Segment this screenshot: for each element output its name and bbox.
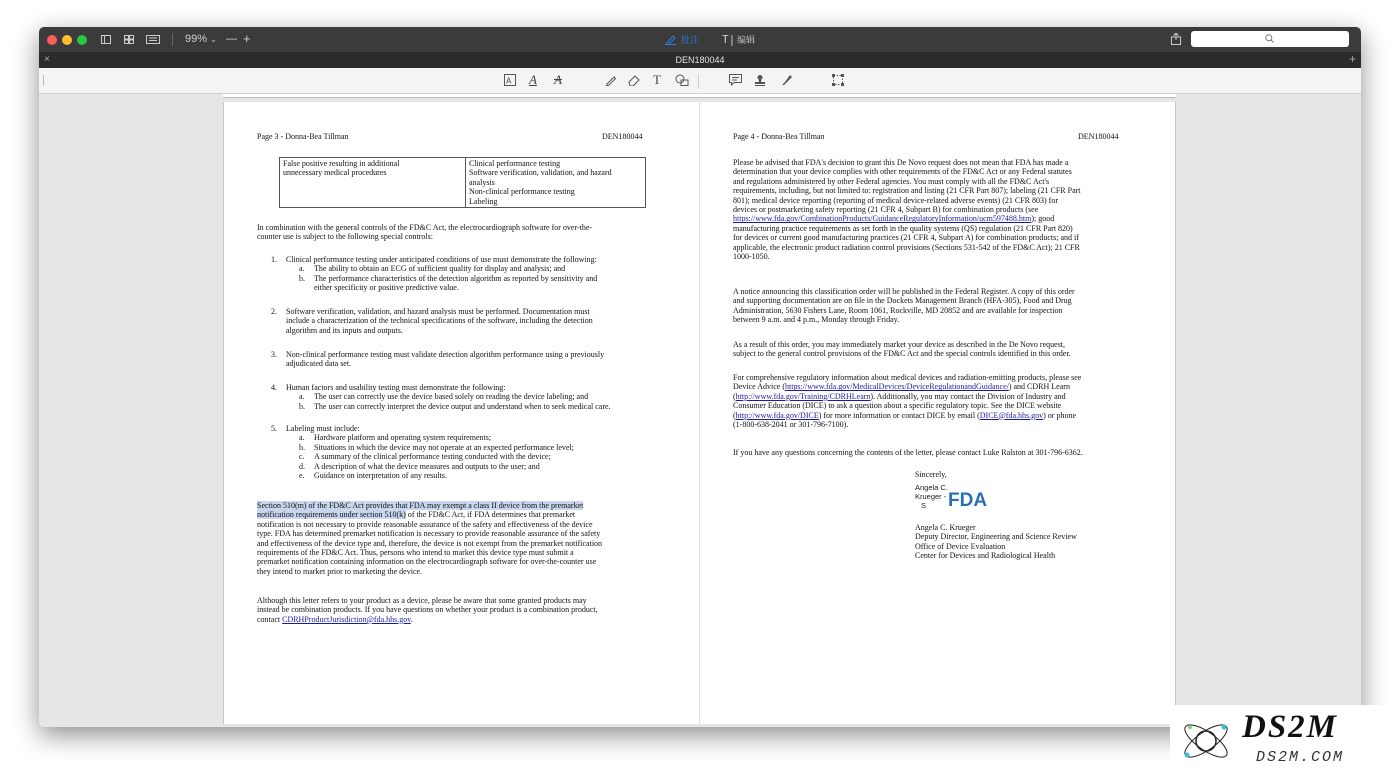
table-cell-risk: [280, 158, 466, 208]
table-cell-mitigation: [466, 158, 646, 208]
text-recognition-icon[interactable]: [504, 74, 516, 86]
signer-line: Center for Devices and Radiological Health: [915, 551, 1056, 561]
page-view-icon[interactable]: [146, 35, 160, 44]
dice-link[interactable]: http://www.fda.gov/DICE: [735, 410, 819, 420]
list-number: 3.: [271, 350, 277, 359]
paragraph-line: manufacturing practice requirements as set forth in the quality systems (QS) regulation (21 CFR Part 820): [733, 223, 1073, 233]
edit-tab[interactable]: 编辑: [737, 35, 756, 45]
paragraph-line: 1000-1050.: [733, 252, 770, 261]
sub-list-line: The ability to obtain an ECG of sufficient quality for display and analysis; and: [314, 264, 566, 274]
zoom-in-icon[interactable]: +: [243, 31, 251, 46]
sub-list-letter: b.: [299, 401, 305, 411]
digital-signature[interactable]: [915, 483, 995, 519]
new-tab-icon[interactable]: +: [1348, 52, 1356, 66]
table-cell-line: False positive resulting in additional: [283, 159, 400, 168]
paragraph-line: and regulations administered by other Federal agencies. You must comply with all the FD&C Act's: [733, 176, 1050, 186]
selection-tool-icon[interactable]: [832, 74, 844, 86]
zoom-out-icon[interactable]: —: [226, 33, 237, 45]
list-item-line: Labeling must include:: [286, 424, 360, 433]
list-item-line: algorithm and its inputs and outputs.: [286, 325, 403, 335]
thumbnails-icon[interactable]: [124, 35, 134, 44]
combination-products-link[interactable]: https://www.fda.gov/CombinationProducts/GuidanceRegulatoryInformation/ucm597488.htm: [733, 214, 1032, 224]
paragraph-line: A notice announcing this classification order will be published in the Federal Register. A copy of this order: [733, 287, 1075, 296]
edit-text-icon[interactable]: T|: [722, 33, 736, 46]
text-span: Device Advice (: [733, 382, 785, 392]
watermark-brand: DS2M: [1242, 709, 1339, 745]
table-cell-line: Labeling: [469, 196, 498, 206]
close-window-button[interactable]: [47, 35, 57, 45]
text-span: contact: [257, 614, 283, 624]
special-controls-table: [279, 157, 646, 208]
sub-list-letter: e.: [299, 471, 305, 480]
signer-line: Deputy Director, Engineering and Science Review: [915, 532, 1077, 542]
section-510-line: they intend to market prior to marketing the device.: [257, 566, 423, 576]
section-510-line: premarket notification containing information on the electrocardiograph software for over-the-counter use: [257, 557, 597, 567]
intro-paragraph-line: counter use is subject to the following special controls:: [257, 232, 433, 242]
stamp-tool-icon[interactable]: [754, 74, 766, 86]
signature-line: S: [921, 501, 927, 510]
sub-list-letter: a.: [299, 433, 305, 443]
title-bar: [39, 27, 1361, 52]
page-header-left: Page 3 - Donna-Bea Tillman: [257, 132, 349, 141]
tab-bar: [39, 52, 1361, 68]
page-header-left: Page 4 - Donna-Bea Tillman: [733, 132, 825, 141]
table-cell-line: Non-clinical performance testing: [469, 187, 575, 197]
dice-email-link[interactable]: DICE@fda.hhs.gov: [979, 410, 1044, 420]
text-span: ) and CDRH Learn: [1008, 382, 1070, 392]
paragraph-line: Please be advised that FDA's decision to grant this De Novo request does not mean that FDA has made a: [733, 158, 1069, 167]
paragraph-line: Administration, 5630 Fishers Lane, Room 1061, Rockville, MD 20852 and are available for inspection: [733, 305, 1063, 315]
signature-line: Angela C.: [915, 483, 948, 492]
section-510-line: type. FDA has determined premarket notification is necessary to provide reasonable assurance of the safety: [257, 529, 601, 539]
table-cell-line: Software verification, validation, and hazard: [469, 168, 612, 178]
page-header-right: DEN180044: [602, 132, 643, 141]
app-window: [39, 27, 1361, 727]
combination-paragraph-line: [257, 615, 413, 624]
pencil-tool-icon[interactable]: [605, 74, 617, 86]
sub-list-letter: b.: [299, 442, 305, 452]
table-cell-line: analysis: [469, 177, 495, 187]
sidebar-icon[interactable]: [101, 35, 111, 44]
annotation-toolbar: [39, 68, 1361, 94]
text-span: ) for more information or contact DICE by email (: [818, 410, 980, 420]
annotate-tab[interactable]: 批注: [681, 35, 700, 45]
paragraph-line: [733, 214, 1054, 223]
text-tool-icon[interactable]: T: [653, 72, 661, 87]
annotate-pen-icon[interactable]: [665, 34, 676, 45]
text-span: of the FD&C Act, if FDA determines that premarket: [405, 510, 576, 520]
list-number: 5.: [271, 424, 277, 433]
sub-list-line: The user can correctly interpret the device output and understand when to seek medical care.: [314, 401, 611, 411]
list-item-line: Software verification, validation, and hazard analysis must be performed. Documentation must: [286, 307, 590, 316]
signature-line: Krueger -: [915, 492, 947, 501]
paragraph-line: For comprehensive regulatory information about medical devices and radiation-emitting products, please see: [733, 373, 1082, 382]
text-span: ) or phone: [1043, 410, 1077, 420]
paragraph-line: (1-800-638-2041 or 301-796-7100).: [733, 420, 849, 429]
section-510-line: and effectiveness of the device type and, therefore, the device is not exempt from the premarket notification: [257, 538, 603, 548]
sub-list-letter: a.: [299, 264, 305, 274]
watermark-domain: DS2M.COM: [1256, 749, 1345, 766]
minimize-window-button[interactable]: [62, 35, 72, 45]
section-510-line: notification is not necessary to provide reasonable assurance of the safety and effectiveness of the device: [257, 519, 593, 529]
highlighted-text: Section 510(m) of the FD&C Act provides that FDA may exempt a class II device from the premarket: [257, 501, 584, 510]
paragraph-line: devices or postmarketing safety reporting (21 CFR 4, Subpart B) for combination products (see: [733, 205, 1039, 214]
paragraph-line: If you have any questions concerning the contents of the letter, please contact Luke Ralston at 301-796-6362.: [733, 448, 1083, 457]
page-header-right: DEN180044: [1078, 132, 1119, 141]
table-cell-line: unnecessary medical procedures: [283, 168, 387, 178]
search-input[interactable]: [1191, 31, 1349, 47]
paragraph-line: [733, 411, 1076, 420]
share-icon[interactable]: [1171, 33, 1181, 45]
close-tab-icon[interactable]: ×: [44, 54, 50, 65]
paragraph-line: [733, 382, 1070, 391]
combination-paragraph-line: Although this letter refers to your product as a device, please be aware that some granted products may: [257, 596, 587, 605]
paragraph-line: requirements, including, but not limited to: registration and listing (21 CFR Part 807); labeling (21 CFR Part: [733, 186, 1081, 196]
section-510-line: [257, 510, 575, 519]
sub-list-letter: d.: [299, 461, 305, 471]
list-item-line: Human factors and usability testing must demonstrate the following:: [286, 383, 506, 392]
sub-list-line: Guidance on interpretation of any results.: [314, 471, 447, 480]
watermark-logo-icon: [1178, 713, 1234, 769]
text-span: ). Additionally, you may contact the Division of Industry and: [870, 391, 1066, 401]
sub-list-letter: c.: [299, 452, 305, 462]
text-span: .: [410, 614, 413, 624]
sub-list-letter: a.: [299, 392, 305, 402]
email-link[interactable]: CDRHProductJurisdiction@fda.hhs.gov: [282, 614, 411, 624]
sub-list-line: Hardware platform and operating system requirements;: [314, 433, 492, 443]
sub-list-line: The performance characteristics of the detection algorithm as reported by sensitivity and: [314, 273, 598, 283]
shape-tool-icon[interactable]: [675, 74, 689, 86]
table-cell-line: Clinical performance testing: [469, 159, 561, 168]
closing: Sincerely,: [915, 470, 947, 479]
list-number: 4.: [271, 383, 277, 392]
paragraph-line: As a result of this order, you may immediately market your device as described in the De Novo request,: [733, 340, 1066, 349]
tool-divider: [698, 74, 699, 89]
paragraph-line: for devices or current good manufacturing practices (21 CFR 4, Subpart A) for combination products; and if: [733, 233, 1079, 243]
previous-page-edge: [223, 94, 1176, 98]
highlighted-text: notification requirements under section 510(k): [257, 510, 406, 520]
text-span: ); good: [1031, 214, 1055, 224]
zoom-dropdown-icon[interactable]: ⌄: [210, 35, 217, 44]
sub-list-line: Situations in which the device may not operate at an expected performance level;: [314, 442, 574, 452]
list-item-line: include a characterization of the technical specifications of the software, including the detection: [286, 316, 593, 326]
paragraph-line: between 9 a.m. and 4 p.m., Monday through Friday.: [733, 315, 900, 325]
paragraph-line: Consumer Education (DICE) to ask a question about a specific regulatory topic. See the DICE website: [733, 401, 1062, 411]
combination-paragraph-line: instead be combination products. If you have questions on whether your product is a combination product,: [257, 605, 598, 615]
sub-list-line: A description of what the device measures and outputs to the user; and: [314, 461, 540, 471]
toolbar-divider: [172, 33, 173, 46]
strikethrough-tool-icon[interactable]: A: [554, 72, 562, 87]
watermark: [1170, 705, 1400, 777]
paragraph-line: 801); medical device reporting (reporting of medical device-related adverse events) (21 CFR 803) for: [733, 195, 1058, 205]
text-span: (: [733, 391, 736, 401]
cdrh-learn-link[interactable]: http://www.fda.gov/Training/CDRHLearn: [735, 391, 871, 401]
page-3[interactable]: [223, 102, 699, 724]
zoom-level[interactable]: 99%: [185, 33, 208, 45]
sub-list-line: The user can correctly use the device based solely on reading the device labeling; and: [314, 392, 589, 402]
list-item-line: adjudicated data set.: [286, 359, 352, 369]
sub-list-line: A summary of the clinical performance testing conducted with the device;: [314, 452, 551, 462]
list-item-line: Non-clinical performance testing must validate detection algorithm performance using a previously: [286, 350, 605, 359]
signer-line: Angela C. Krueger: [915, 523, 976, 532]
section-510-line: requirements of the FD&C Act. Thus, persons who intend to market this device type must submit a: [257, 548, 574, 557]
zoom-window-button[interactable]: [77, 35, 87, 45]
toolbar-edge-divider: [43, 75, 44, 86]
list-item-line: Clinical performance testing under anticipated conditions of use must demonstrate the following:: [286, 255, 597, 264]
signer-line: Office of Device Evaluation: [915, 541, 1006, 551]
paragraph-line: [733, 392, 1066, 401]
document-tab-title[interactable]: DEN180044: [675, 55, 725, 65]
note-tool-icon[interactable]: [729, 74, 742, 86]
page-4[interactable]: [700, 102, 1176, 724]
sub-list-letter: b.: [299, 273, 305, 283]
fda-logo: FDA: [948, 490, 988, 511]
paragraph-line: applicable, the electronic product radiation control provisions (Sections 531-542 of the FD&C Act); 21 CFR: [733, 242, 1080, 252]
text-span: (: [733, 410, 736, 420]
paragraph-line: determination that your device complies with other requirements of the FD&C Act or any Federal statutes: [733, 167, 1072, 177]
paragraph-line: and supporting documentation are on file in the Dockets Management Branch (HFA-305), Food and Drug: [733, 296, 1072, 306]
intro-paragraph-line: In combination with the general controls of the FD&C Act, the electrocardiograph software for over-the-: [257, 223, 593, 232]
list-number: 2.: [271, 307, 277, 316]
document-canvas[interactable]: [39, 94, 1361, 727]
search-icon: [1265, 34, 1274, 43]
sub-list-line: either specificity or positive predictive value.: [314, 283, 459, 293]
device-advice-link[interactable]: https://www.fda.gov/MedicalDevices/DeviceRegulationandGuidance/: [784, 382, 1009, 392]
svg-text:A: A: [506, 76, 512, 86]
list-number: 1.: [271, 255, 277, 264]
paragraph-line: subject to the general control provisions of the FD&C Act and the special controls identified in this order.: [733, 349, 1071, 359]
underline-tool-icon[interactable]: A: [529, 72, 537, 87]
signature-tool-icon[interactable]: [781, 74, 793, 86]
eraser-tool-icon[interactable]: [628, 74, 640, 86]
